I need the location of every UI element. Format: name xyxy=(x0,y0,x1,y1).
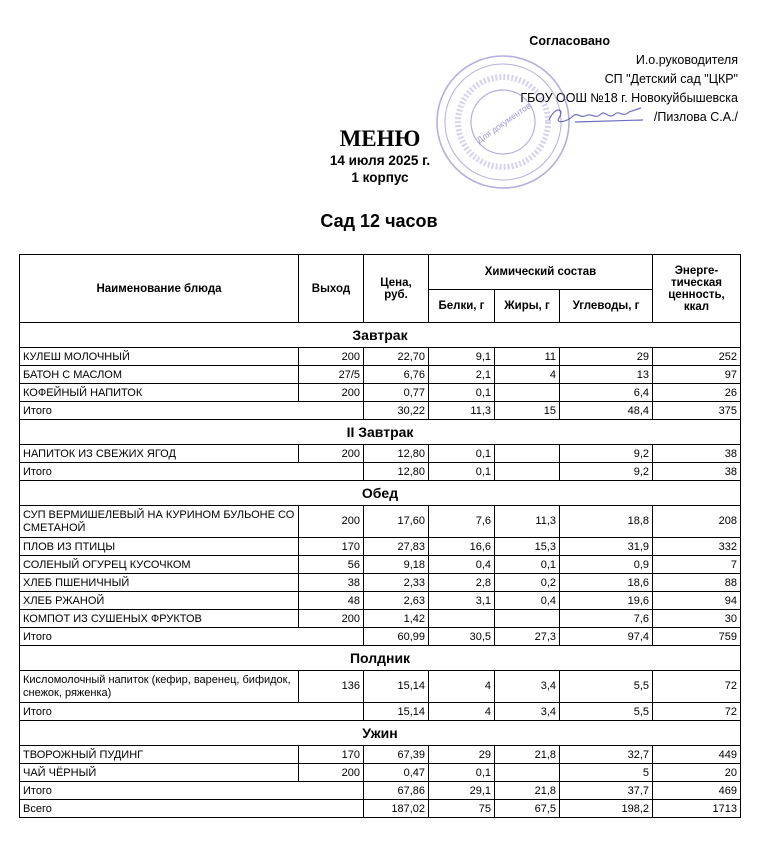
section-title: Завтрак xyxy=(20,323,741,348)
table-row xyxy=(20,366,741,384)
header-energy: Энерге-тическая ценность, ккал xyxy=(653,255,741,323)
menu-header xyxy=(290,126,470,186)
total-label: Итого xyxy=(20,402,364,420)
menu-table xyxy=(19,254,741,818)
cell-p: 16,6 xyxy=(429,538,495,556)
total-f: 21,8 xyxy=(495,782,560,800)
cell-c: 6,4 xyxy=(560,384,653,402)
cell-price: 2,63 xyxy=(364,592,429,610)
cell-out: 200 xyxy=(299,610,364,628)
cell-out: 136 xyxy=(299,671,364,703)
cell-name: Кисломолочный напиток (кефир, варенец, бифидок, снежок, ряженка) xyxy=(20,671,299,703)
grand-total-row xyxy=(20,800,741,818)
signature xyxy=(545,104,645,128)
total-row xyxy=(20,463,741,481)
stamp-center-text: Для документов xyxy=(474,100,533,146)
cell-c: 18,8 xyxy=(560,506,653,538)
cell-p: 2,8 xyxy=(429,574,495,592)
cell-p: 3,1 xyxy=(429,592,495,610)
cell-p: 7,6 xyxy=(429,506,495,538)
total-e: 375 xyxy=(653,402,741,420)
section-title: Обед xyxy=(20,481,741,506)
total-e: 72 xyxy=(653,703,741,721)
section-header xyxy=(20,721,741,746)
table-row xyxy=(20,592,741,610)
section-header xyxy=(20,323,741,348)
group-title: Сад 12 часов xyxy=(320,211,438,231)
cell-c: 32,7 xyxy=(560,746,653,764)
cell-e: 38 xyxy=(653,445,741,463)
cell-e: 30 xyxy=(653,610,741,628)
table-row xyxy=(20,764,741,782)
cell-out: 170 xyxy=(299,538,364,556)
cell-price: 6,76 xyxy=(364,366,429,384)
table-row xyxy=(20,556,741,574)
cell-price: 22,70 xyxy=(364,348,429,366)
table-row xyxy=(20,538,741,556)
cell-out: 38 xyxy=(299,574,364,592)
cell-price: 0,47 xyxy=(364,764,429,782)
cell-c: 7,6 xyxy=(560,610,653,628)
total-c: 5,5 xyxy=(560,703,653,721)
total-row xyxy=(20,628,741,646)
total-e: 759 xyxy=(653,628,741,646)
cell-f xyxy=(495,384,560,402)
table-row xyxy=(20,574,741,592)
cell-p: 29 xyxy=(429,746,495,764)
total-p: 30,5 xyxy=(429,628,495,646)
total-f xyxy=(495,463,560,481)
header-output: Выход xyxy=(299,255,364,323)
table-row xyxy=(20,746,741,764)
header-carb: Углеводы, г xyxy=(560,290,653,323)
total-c: 97,4 xyxy=(560,628,653,646)
table-row xyxy=(20,610,741,628)
cell-c: 5 xyxy=(560,764,653,782)
cell-p: 2,1 xyxy=(429,366,495,384)
cell-e: 94 xyxy=(653,592,741,610)
cell-price: 27,83 xyxy=(364,538,429,556)
table-row xyxy=(20,445,741,463)
total-price: 60,99 xyxy=(364,628,429,646)
cell-out: 48 xyxy=(299,592,364,610)
total-row xyxy=(20,703,741,721)
cell-e: 20 xyxy=(653,764,741,782)
total-price: 30,22 xyxy=(364,402,429,420)
total-c: 37,7 xyxy=(560,782,653,800)
cell-price: 1,42 xyxy=(364,610,429,628)
cell-name: СОЛЕНЫЙ ОГУРЕЦ КУСОЧКОМ xyxy=(20,556,299,574)
cell-f xyxy=(495,610,560,628)
total-row xyxy=(20,402,741,420)
cell-price: 17,60 xyxy=(364,506,429,538)
total-row xyxy=(20,782,741,800)
total-price: 15,14 xyxy=(364,703,429,721)
approval-heading: Согласовано xyxy=(529,34,610,48)
header-price: Цена, руб. xyxy=(364,255,429,323)
menu-title: МЕНЮ xyxy=(339,126,421,151)
section-title: II Завтрак xyxy=(20,420,741,445)
cell-p: 4 xyxy=(429,671,495,703)
cell-name: КУЛЕШ МОЛОЧНЫЙ xyxy=(20,348,299,366)
total-label: Итого xyxy=(20,782,364,800)
cell-c: 31,9 xyxy=(560,538,653,556)
total-p: 29,1 xyxy=(429,782,495,800)
cell-e: 449 xyxy=(653,746,741,764)
cell-f: 11,3 xyxy=(495,506,560,538)
section-header xyxy=(20,481,741,506)
cell-out: 200 xyxy=(299,764,364,782)
approval-line-3: ГБОУ ООШ №18 г. Новокуйбышевска xyxy=(520,91,738,105)
cell-name: БАТОН С МАСЛОМ xyxy=(20,366,299,384)
cell-p: 0,1 xyxy=(429,384,495,402)
cell-name: КОФЕЙНЫЙ НАПИТОК xyxy=(20,384,299,402)
total-f: 3,4 xyxy=(495,703,560,721)
cell-e: 332 xyxy=(653,538,741,556)
cell-p: 9,1 xyxy=(429,348,495,366)
total-f: 27,3 xyxy=(495,628,560,646)
cell-f xyxy=(495,445,560,463)
table-row xyxy=(20,506,741,538)
cell-price: 9,18 xyxy=(364,556,429,574)
cell-price: 12,80 xyxy=(364,445,429,463)
cell-price: 2,33 xyxy=(364,574,429,592)
grand-total-f: 67,5 xyxy=(495,800,560,818)
cell-e: 88 xyxy=(653,574,741,592)
cell-out: 200 xyxy=(299,348,364,366)
total-label: Итого xyxy=(20,703,364,721)
cell-c: 29 xyxy=(560,348,653,366)
cell-f: 0,1 xyxy=(495,556,560,574)
cell-p: 0,1 xyxy=(429,445,495,463)
cell-out: 170 xyxy=(299,746,364,764)
total-price: 67,86 xyxy=(364,782,429,800)
grand-total-price: 187,02 xyxy=(364,800,429,818)
cell-f xyxy=(495,764,560,782)
cell-name: СУП ВЕРМИШЕЛЕВЫЙ НА КУРИНОМ БУЛЬОНЕ СО СМЕТАНОЙ xyxy=(20,506,299,538)
cell-name: ПЛОВ ИЗ ПТИЦЫ xyxy=(20,538,299,556)
cell-e: 72 xyxy=(653,671,741,703)
total-c: 9,2 xyxy=(560,463,653,481)
cell-out: 200 xyxy=(299,384,364,402)
cell-e: 97 xyxy=(653,366,741,384)
total-e: 469 xyxy=(653,782,741,800)
approval-line-1: И.о.руководителя xyxy=(635,53,738,67)
menu-building: 1 корпус xyxy=(351,170,409,185)
cell-p xyxy=(429,610,495,628)
section-title: Ужин xyxy=(20,721,741,746)
total-p: 4 xyxy=(429,703,495,721)
cell-c: 9,2 xyxy=(560,445,653,463)
grand-total-label: Всего xyxy=(20,800,364,818)
grand-total-e: 1713 xyxy=(653,800,741,818)
approval-line-2: СП "Детский сад "ЦКР" xyxy=(604,72,738,86)
header-protein: Белки, г xyxy=(429,290,495,323)
section-header xyxy=(20,420,741,445)
cell-name: НАПИТОК ИЗ СВЕЖИХ ЯГОД xyxy=(20,445,299,463)
section-title: Полдник xyxy=(20,646,741,671)
cell-f: 11 xyxy=(495,348,560,366)
cell-out: 200 xyxy=(299,506,364,538)
total-p: 0,1 xyxy=(429,463,495,481)
cell-price: 15,14 xyxy=(364,671,429,703)
cell-name: ХЛЕБ РЖАНОЙ xyxy=(20,592,299,610)
table-row xyxy=(20,348,741,366)
grand-total-p: 75 xyxy=(429,800,495,818)
cell-price: 67,39 xyxy=(364,746,429,764)
cell-name: ХЛЕБ ПШЕНИЧНЫЙ xyxy=(20,574,299,592)
cell-f: 0,2 xyxy=(495,574,560,592)
total-e: 38 xyxy=(653,463,741,481)
cell-c: 18,6 xyxy=(560,574,653,592)
header-chem: Химический состав xyxy=(429,255,653,290)
cell-f: 4 xyxy=(495,366,560,384)
cell-c: 5,5 xyxy=(560,671,653,703)
menu-date: 14 июля 2025 г. xyxy=(329,153,431,168)
menu-table-body xyxy=(20,323,741,818)
cell-name: ТВОРОЖНЫЙ ПУДИНГ xyxy=(20,746,299,764)
cell-out: 56 xyxy=(299,556,364,574)
header-name: Наименование блюда xyxy=(20,255,299,323)
header-fat: Жиры, г xyxy=(495,290,560,323)
cell-f: 15,3 xyxy=(495,538,560,556)
total-c: 48,4 xyxy=(560,402,653,420)
cell-c: 13 xyxy=(560,366,653,384)
cell-e: 252 xyxy=(653,348,741,366)
cell-c: 19,6 xyxy=(560,592,653,610)
table-row xyxy=(20,384,741,402)
approval-line-4: /Пизлова С.А./ xyxy=(653,110,738,124)
grand-total-c: 198,2 xyxy=(560,800,653,818)
cell-p: 0,4 xyxy=(429,556,495,574)
section-header xyxy=(20,646,741,671)
cell-f: 21,8 xyxy=(495,746,560,764)
total-f: 15 xyxy=(495,402,560,420)
cell-p: 0,1 xyxy=(429,764,495,782)
table-row xyxy=(20,671,741,703)
cell-f: 0,4 xyxy=(495,592,560,610)
total-price: 12,80 xyxy=(364,463,429,481)
cell-e: 7 xyxy=(653,556,741,574)
cell-e: 26 xyxy=(653,384,741,402)
total-label: Итого xyxy=(20,463,364,481)
cell-out: 27/5 xyxy=(299,366,364,384)
cell-out: 200 xyxy=(299,445,364,463)
cell-name: ЧАЙ ЧЁРНЫЙ xyxy=(20,764,299,782)
total-label: Итого xyxy=(20,628,364,646)
total-p: 11,3 xyxy=(429,402,495,420)
cell-c: 0,9 xyxy=(560,556,653,574)
cell-name: КОМПОТ ИЗ СУШЕНЫХ ФРУКТОВ xyxy=(20,610,299,628)
cell-price: 0,77 xyxy=(364,384,429,402)
cell-e: 208 xyxy=(653,506,741,538)
cell-f: 3,4 xyxy=(495,671,560,703)
